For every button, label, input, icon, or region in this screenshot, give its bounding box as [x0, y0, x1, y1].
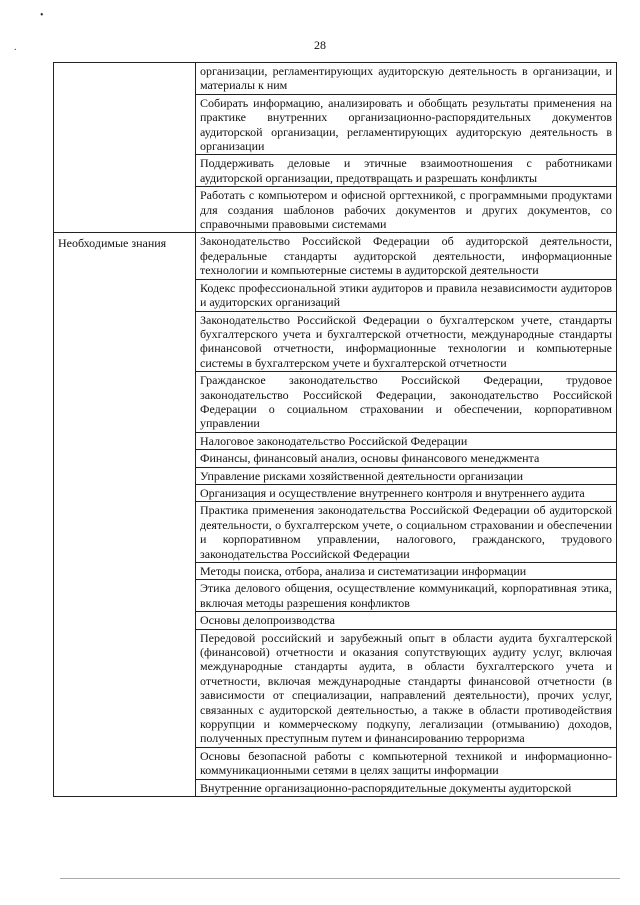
knowledge-item: Внутренние организационно-распорядительные документы аудиторской	[196, 779, 616, 796]
scan-mark-side: .	[14, 42, 17, 53]
table-row-knowledge	[54, 233, 617, 797]
table-row-skills-continued	[54, 63, 617, 233]
knowledge-item: Управление рисками хозяйственной деятельности организации	[196, 467, 616, 484]
knowledge-item: Финансы, финансовый анализ, основы финансового менеджмента	[196, 449, 616, 466]
scan-mark-top: •	[40, 10, 44, 21]
bottom-rule	[60, 878, 620, 879]
knowledge-item: Передовой российский и зарубежный опыт в области аудита бухгалтерской (финансовой) отчетности и оказания сопутствующих аудиту услуг, включая международные стандарты аудита, в области бухгалтерского учета и отчетности, включая международные стандарты финансовой отчетности (в зависимости от специализации, направлений деятельности), прочих услуг, связанных с аудиторской деятельностью, а также в области противодействия коррупции и коммерческому подкупу, легализации (отмыванию) доходов, полученных преступным путем и финансированию терроризма	[196, 629, 616, 747]
skills-list	[196, 63, 616, 232]
knowledge-item: Этика делового общения, осуществление коммуникаций, корпоративная этика, включая методы разрешения конфликтов	[196, 579, 616, 611]
knowledge-item: Организация и осуществление внутреннего контроля и внутреннего аудита	[196, 484, 616, 501]
professional-standard-table	[53, 62, 617, 797]
knowledge-item: Кодекс профессиональной этики аудиторов и правила независимости аудиторов и аудиторских организаций	[196, 279, 616, 311]
page-number: 28	[314, 38, 326, 52]
knowledge-item: Практика применения законодательства Российской Федерации об аудиторской деятельности, о бухгалтерском учете, о социальном страховании и обеспечении и корпоративном управлении, налогового, гражданского, трудового законодательства Российской Федерации	[196, 501, 616, 562]
left-cell-knowledge	[54, 233, 196, 797]
knowledge-item: Основы делопроизводства	[196, 611, 616, 628]
knowledge-item: Основы безопасной работы с компьютерной техникой и информационно-коммуникационными сетями в целях защиты информации	[196, 747, 616, 779]
skill-item: Собирать информацию, анализировать и обобщать результаты применения на практике внутренних организационно-распорядительных документов аудиторской организации, регламентирующих аудиторскую деятельность в организации	[196, 94, 616, 155]
left-cell-empty	[54, 63, 196, 233]
skill-item: Работать с компьютером и офисной оргтехникой, с программными продуктами для создания шаблонов рабочих документов и других документов, со справочными правовыми системами	[196, 186, 616, 232]
right-cell-knowledge	[196, 233, 617, 797]
knowledge-item: Гражданское законодательство Российской Федерации, трудовое законодательство Российской Федерации, законодательство Российской Федерации о социальном страховании и обеспечении, корпоративном управлении	[196, 371, 616, 432]
knowledge-item: Налоговое законодательство Российской Федерации	[196, 432, 616, 449]
knowledge-item: Законодательство Российской Федерации о бухгалтерском учете, стандарты бухгалтерского учета и бухгалтерской отчетности, международные стандарты финансовой отчетности, информационные технологии и компьютерные системы в бухгалтерском учете и бухгалтерской отчетности	[196, 311, 616, 372]
skill-item: Поддерживать деловые и этичные взаимоотношения с работниками аудиторской организации, предотвращать и разрешать конфликты	[196, 154, 616, 186]
knowledge-item: Законодательство Российской Федерации об аудиторской деятельности, федеральные стандарты аудиторской деятельности, информационные технологии и компьютерные системы в аудиторской деятельности	[200, 234, 612, 278]
knowledge-item: Методы поиска, отбора, анализа и систематизации информации	[196, 562, 616, 579]
right-cell-skills	[196, 63, 617, 233]
skill-item: организации, регламентирующих аудиторскую деятельность в организации, и материалы к ним	[200, 64, 612, 93]
knowledge-label: Необходимые знания	[58, 236, 167, 251]
knowledge-list	[196, 233, 616, 796]
